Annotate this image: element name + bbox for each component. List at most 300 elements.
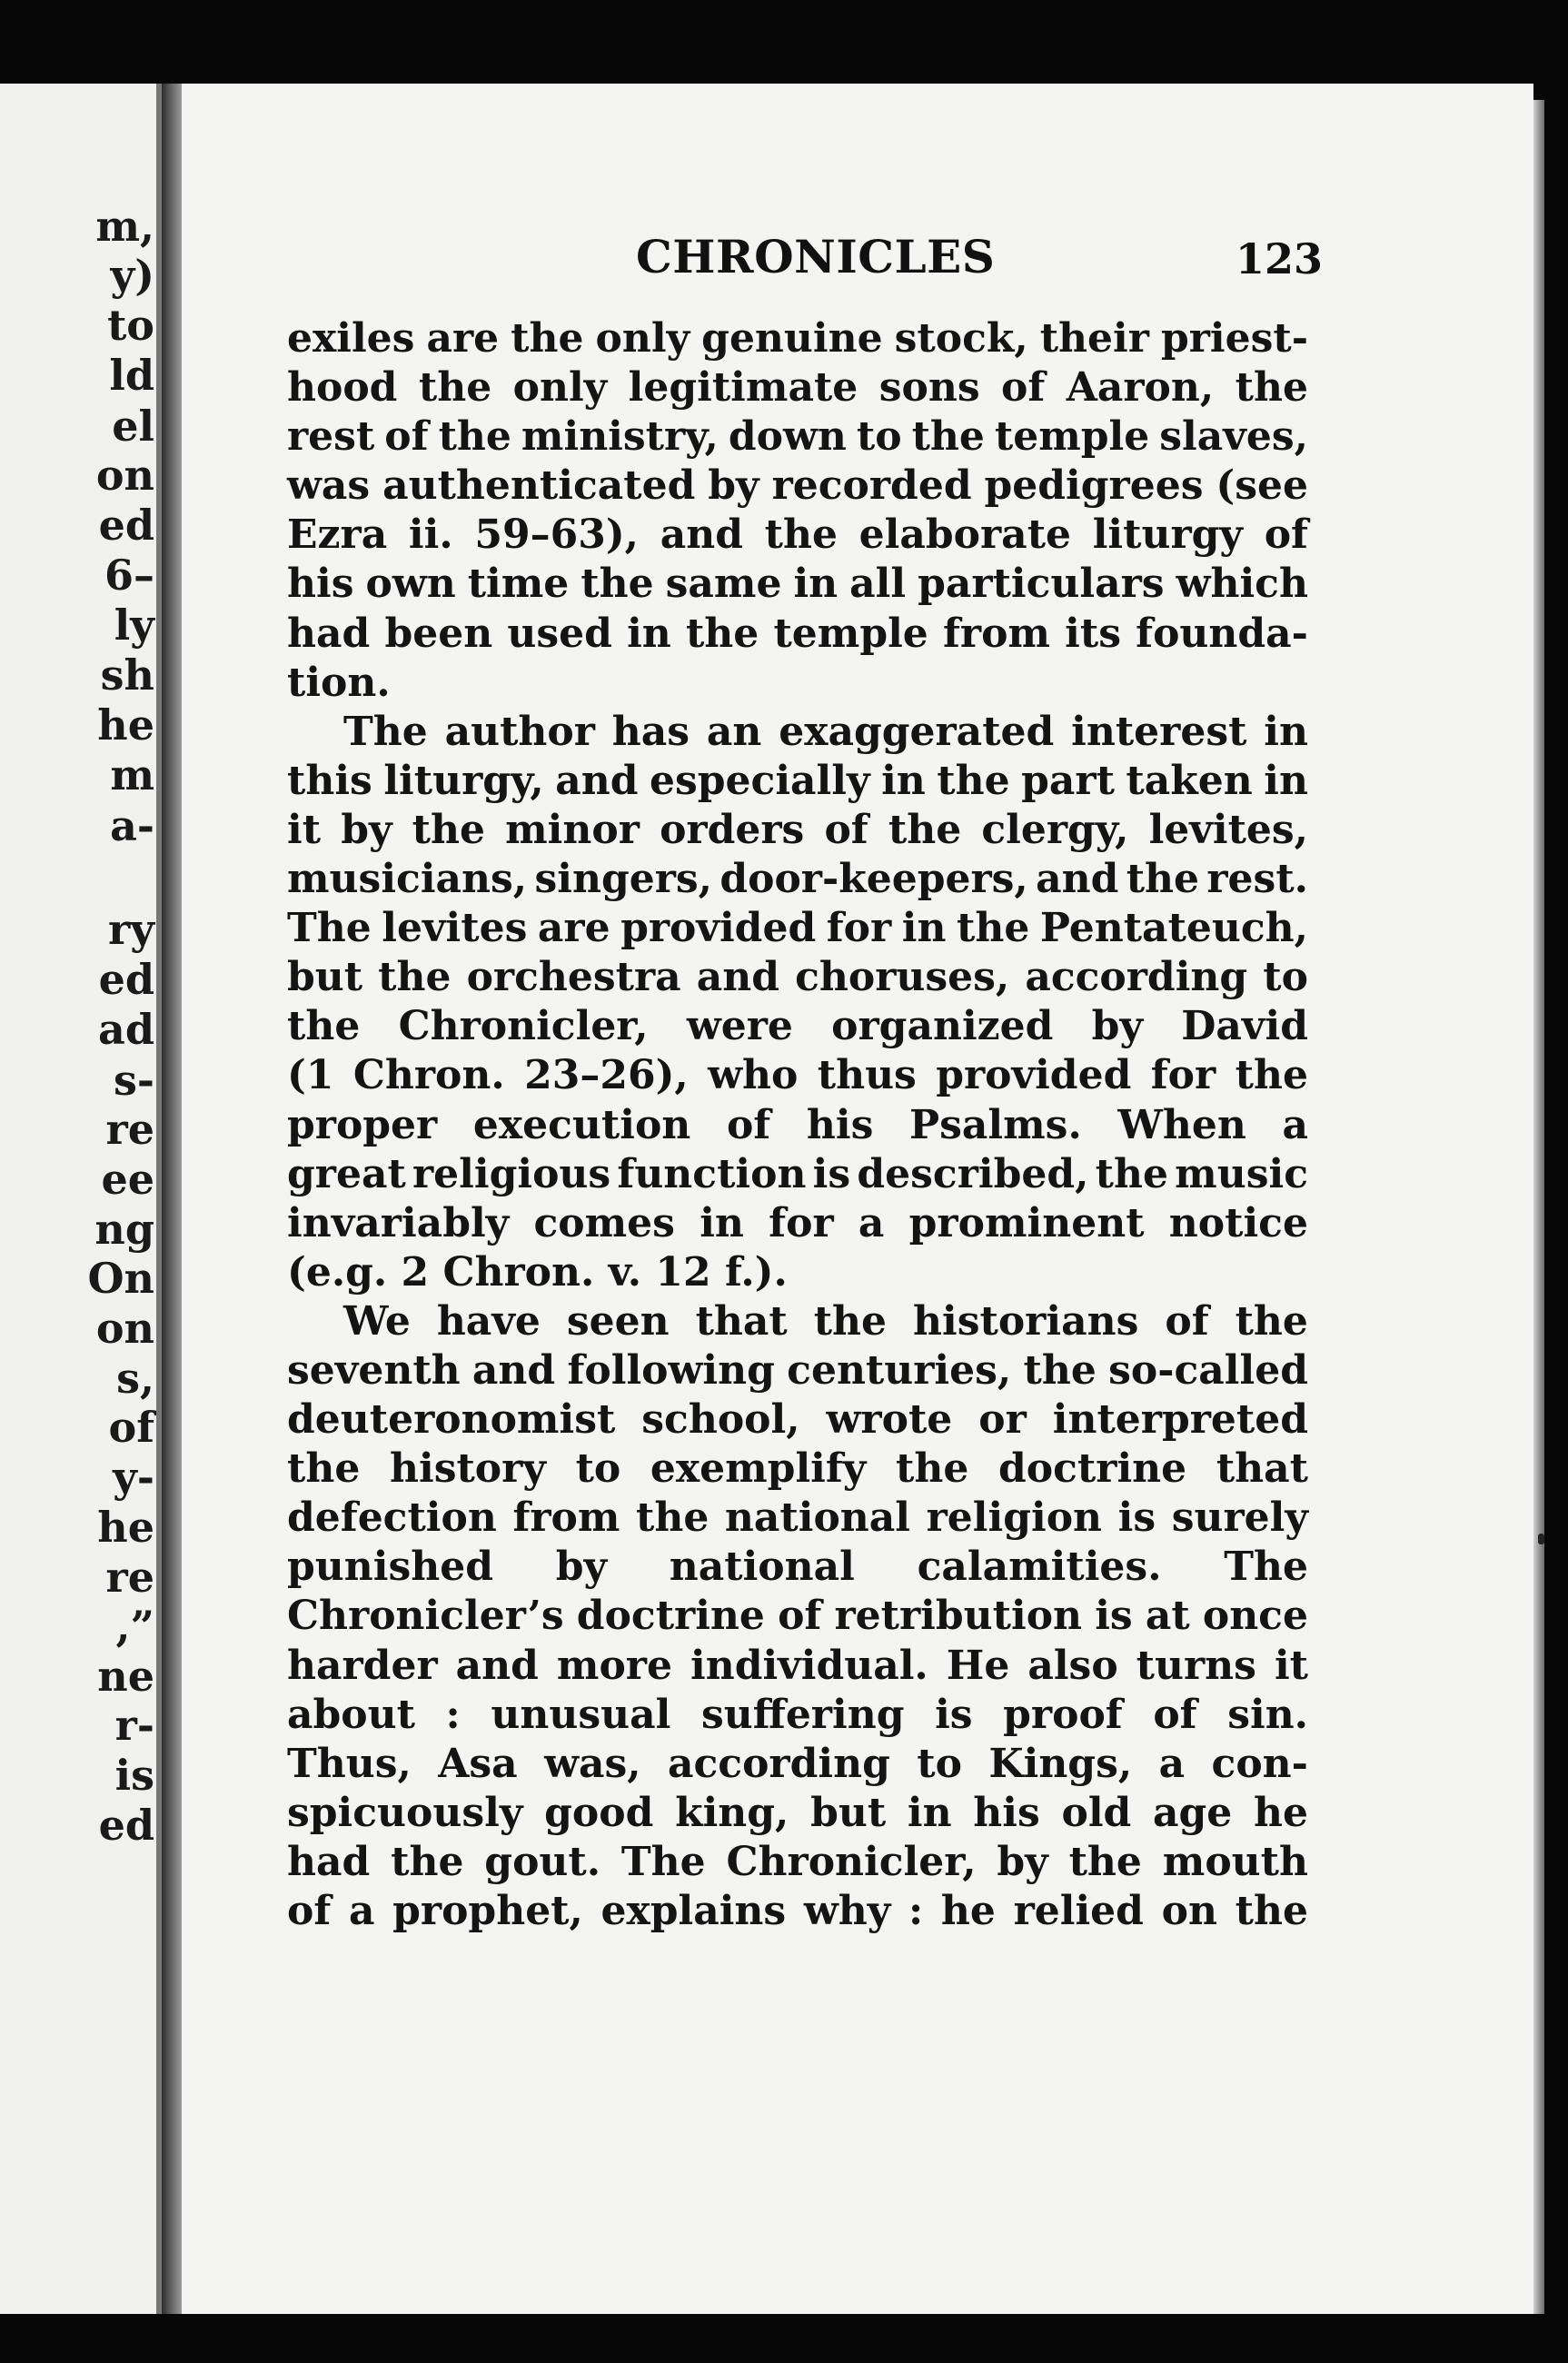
word: Asa: [438, 1740, 518, 1787]
word: :: [908, 1888, 924, 1934]
prev-page-fragment: m: [110, 750, 154, 799]
word: had: [287, 1838, 371, 1885]
word: are: [426, 315, 500, 362]
word: following: [567, 1346, 775, 1394]
word: who: [708, 1052, 799, 1099]
text-line: [287, 757, 1308, 806]
word: so-called: [1108, 1346, 1308, 1394]
word: to: [856, 413, 902, 461]
word: authenticated: [382, 462, 696, 510]
word: prophet,: [392, 1888, 583, 1934]
word: a: [1158, 1740, 1186, 1787]
text-line: [287, 1445, 1308, 1494]
word: calamities.: [917, 1544, 1162, 1591]
word: con-: [1211, 1740, 1308, 1787]
word: why: [803, 1888, 891, 1934]
text-line: [287, 511, 1308, 560]
word: great: [287, 1150, 406, 1197]
word: door-keepers,: [719, 856, 1028, 903]
word: history: [389, 1445, 546, 1493]
word: in: [700, 1199, 744, 1246]
word: temple: [773, 610, 928, 657]
word: an: [706, 708, 762, 755]
word: from: [942, 610, 1050, 657]
word: provided: [936, 1052, 1132, 1099]
word: age: [1153, 1789, 1233, 1836]
word: surely: [1171, 1494, 1308, 1542]
word: turns: [1136, 1642, 1256, 1689]
word: elaborate: [858, 511, 1072, 559]
word: was: [287, 462, 371, 510]
word: The: [287, 905, 372, 952]
word: of: [1153, 1691, 1197, 1738]
word: sons: [878, 364, 980, 412]
word: about: [287, 1691, 415, 1738]
word: national: [669, 1544, 855, 1591]
word: provided: [620, 905, 817, 952]
word: the: [813, 1297, 888, 1345]
word: once: [1202, 1593, 1308, 1640]
word: music: [1175, 1150, 1308, 1197]
word: is: [935, 1691, 973, 1738]
word: were: [686, 1003, 793, 1050]
word: his: [973, 1789, 1040, 1836]
word: the: [418, 364, 492, 412]
word: exiles: [287, 315, 415, 362]
text-line: [287, 1740, 1308, 1789]
word: in: [1264, 708, 1308, 755]
text-line: [287, 953, 1308, 1002]
word: singers,: [534, 856, 712, 903]
word: The: [620, 1838, 706, 1885]
text-line: [287, 904, 1308, 953]
page-number: 123: [1236, 234, 1324, 283]
prev-page-fragment: he: [97, 1503, 154, 1552]
word: it: [1274, 1642, 1308, 1689]
prev-page-fragment: ee: [101, 1155, 154, 1204]
word: his: [287, 561, 354, 608]
word: have: [436, 1297, 541, 1345]
word: The: [1224, 1544, 1308, 1591]
word: down: [728, 413, 847, 461]
word: more: [556, 1642, 672, 1689]
prev-page-fragment: ed: [98, 501, 154, 550]
text-line: [287, 1543, 1308, 1592]
word: a: [1282, 1101, 1308, 1148]
word: seventh: [287, 1346, 461, 1394]
word: relied: [1013, 1888, 1144, 1934]
book-gutter: [162, 84, 182, 2314]
word: the: [911, 413, 985, 461]
prev-page-fragment: y): [110, 251, 154, 300]
prev-page-fragment: On: [87, 1254, 154, 1303]
prev-page-fragment: ne: [97, 1652, 154, 1701]
word: on: [1161, 1888, 1217, 1934]
word: in: [793, 561, 839, 608]
prev-page-fragment: m,: [95, 202, 154, 251]
word: organized: [831, 1003, 1054, 1050]
word: to: [575, 1445, 621, 1493]
dust-speck: [1538, 1534, 1544, 1544]
word: wrote: [826, 1396, 953, 1444]
word: which: [1176, 561, 1308, 608]
word: Pentateuch,: [1039, 905, 1308, 952]
word: according: [1025, 954, 1248, 1001]
text-line: [287, 1395, 1308, 1445]
word: especially: [650, 757, 870, 804]
text-line: [287, 1838, 1308, 1887]
word: the: [1235, 1297, 1308, 1345]
text-line: [287, 1051, 1308, 1100]
word: liturgy,: [383, 757, 544, 804]
word: proof: [1003, 1691, 1123, 1738]
word: Chronicler,: [726, 1838, 977, 1885]
word: to: [1263, 954, 1308, 1001]
text-line: [287, 708, 1308, 757]
word: of: [778, 1593, 822, 1640]
word: the: [896, 1445, 969, 1493]
word: 23–26),: [524, 1052, 689, 1099]
word: particulars: [918, 561, 1165, 608]
word: only: [512, 364, 608, 412]
word: had: [287, 610, 371, 657]
prev-page-fragment: ly: [114, 601, 154, 650]
text-line: [287, 462, 1308, 511]
text-line: [287, 1101, 1308, 1150]
word: He: [946, 1642, 1010, 1689]
word: clergy,: [981, 806, 1129, 853]
word: that: [695, 1297, 788, 1345]
word: by: [708, 462, 759, 510]
word: seen: [566, 1297, 670, 1345]
prev-page-fragment: sh: [100, 650, 154, 700]
word: the: [412, 806, 485, 853]
word: Chron.: [352, 1052, 505, 1099]
word: and: [696, 954, 779, 1001]
word: thus: [817, 1052, 917, 1099]
word: the: [1235, 364, 1308, 412]
word: of: [726, 1101, 771, 1148]
word: historians: [913, 1297, 1139, 1345]
word: the: [1068, 1838, 1142, 1885]
word: slaves,: [1159, 413, 1308, 461]
prev-page-fragment: 6–: [104, 551, 154, 600]
line-text: (e.g. 2 Chron. v. 12 f.).: [287, 1248, 788, 1296]
word: temple: [994, 413, 1150, 461]
word: suffering: [700, 1691, 905, 1738]
prev-page-fragment: of: [108, 1403, 154, 1452]
word: of: [1001, 364, 1046, 412]
word: same: [665, 561, 782, 608]
word: exemplify: [650, 1445, 867, 1493]
word: doctrine: [998, 1445, 1187, 1493]
text-line: [287, 1199, 1308, 1248]
word: this: [287, 757, 372, 804]
word: but: [810, 1789, 887, 1836]
previous-page-strip: [0, 84, 162, 2314]
prev-page-fragment: r-: [114, 1701, 154, 1750]
word: it: [287, 806, 322, 853]
prev-page-fragment: ng: [94, 1205, 154, 1254]
text-line: [287, 1887, 1308, 1936]
word: the: [287, 1003, 361, 1050]
word: founda-: [1136, 610, 1308, 657]
word: and: [1036, 856, 1119, 903]
word: pedigrees: [984, 462, 1204, 510]
word: execution: [472, 1101, 691, 1148]
word: of: [1165, 1297, 1209, 1345]
word: prominent: [908, 1199, 1145, 1246]
word: the: [1095, 1150, 1168, 1197]
word: proper: [287, 1101, 438, 1148]
prev-page-fragment: s-: [114, 1056, 154, 1105]
word: ii.: [408, 511, 453, 559]
word: harder: [287, 1642, 438, 1689]
word: retribution: [834, 1593, 1083, 1640]
word: was,: [544, 1740, 641, 1787]
text-line: [287, 1789, 1308, 1838]
text-line: [287, 412, 1308, 462]
text-line: [287, 1494, 1308, 1543]
word: old: [1061, 1789, 1132, 1836]
word: ministry,: [521, 413, 719, 461]
prev-page-fragment: on: [95, 1304, 154, 1353]
word: exaggerated: [779, 708, 1055, 755]
word: interest: [1071, 708, 1247, 755]
word: a: [858, 1199, 885, 1246]
word: but: [287, 954, 363, 1001]
prev-page-fragment: s,: [116, 1354, 154, 1403]
word: Thus,: [287, 1740, 412, 1787]
word: choruses,: [795, 954, 1010, 1001]
prev-page-fragment: y-: [113, 1453, 154, 1502]
text-line: [287, 806, 1308, 855]
word: and: [660, 511, 743, 559]
word: Psalms.: [909, 1101, 1082, 1148]
word: liturgy: [1092, 511, 1243, 559]
word: in: [627, 610, 671, 657]
word: explains: [600, 1888, 787, 1934]
word: recorded: [771, 462, 972, 510]
word: good: [544, 1789, 654, 1836]
word: or: [978, 1396, 1027, 1444]
word: punished: [287, 1544, 493, 1591]
word: in: [881, 757, 926, 804]
word: of: [1264, 511, 1308, 559]
word: own: [365, 561, 456, 608]
word: has: [611, 708, 690, 755]
word: minor: [505, 806, 640, 853]
word: the: [1235, 1888, 1308, 1934]
word: deuteronomist: [287, 1396, 616, 1444]
text-line: [287, 610, 1308, 659]
word: of: [384, 413, 429, 461]
text-line: [287, 1297, 1308, 1346]
word: part: [1021, 757, 1115, 804]
word: notice: [1168, 1199, 1308, 1246]
word: from: [512, 1494, 620, 1542]
word: time: [467, 561, 570, 608]
text-line: [287, 1642, 1308, 1691]
word: Kings,: [988, 1740, 1133, 1787]
running-head-title: CHRONICLES: [636, 230, 996, 283]
word: that: [1216, 1445, 1308, 1493]
word: and: [471, 1346, 556, 1394]
word: musicians,: [287, 856, 528, 903]
text-line: [287, 855, 1308, 904]
word: the: [287, 1445, 361, 1493]
word: orders: [660, 806, 805, 853]
word: the: [1023, 1346, 1097, 1394]
word: by: [555, 1544, 608, 1591]
word: the: [957, 905, 1030, 952]
word: the: [581, 561, 654, 608]
word: national: [724, 1494, 911, 1542]
word: mouth: [1162, 1838, 1308, 1885]
word: stock,: [894, 315, 1028, 362]
word: the: [391, 1838, 464, 1885]
word: king,: [675, 1789, 789, 1836]
body-text: [287, 314, 1308, 1936]
word: only: [595, 315, 690, 362]
word: the: [636, 1494, 710, 1542]
text-line: [287, 1002, 1308, 1051]
word: is: [1095, 1593, 1133, 1640]
word: by: [341, 806, 392, 853]
prev-page-fragment: on: [95, 451, 154, 500]
word: defection: [287, 1494, 497, 1542]
word: We: [343, 1297, 411, 1345]
word: author: [444, 708, 595, 755]
text-line: [287, 560, 1308, 609]
word: is: [1117, 1494, 1156, 1542]
word: also: [1027, 1642, 1118, 1689]
word: is: [812, 1150, 851, 1197]
word: for: [826, 905, 892, 952]
word: a: [348, 1888, 375, 1934]
word: its: [1065, 610, 1121, 657]
word: The: [343, 708, 428, 755]
word: his: [806, 1101, 874, 1148]
word: the: [937, 757, 1010, 804]
word: invariably: [287, 1199, 510, 1246]
word: legitimate: [628, 364, 858, 412]
word: (1: [287, 1052, 334, 1099]
word: been: [384, 610, 493, 657]
word: :: [445, 1691, 461, 1738]
word: the: [378, 954, 452, 1001]
word: unusual: [491, 1691, 671, 1738]
word: in: [901, 905, 947, 952]
prev-page-fragment: el: [112, 402, 154, 451]
word: in: [907, 1789, 952, 1836]
word: comes: [533, 1199, 675, 1246]
word: the: [1235, 1052, 1308, 1099]
word: for: [769, 1199, 834, 1246]
word: by: [997, 1838, 1048, 1885]
word: religious: [412, 1150, 611, 1197]
line-text: tion.: [287, 659, 391, 706]
text-line: [287, 1346, 1308, 1395]
word: gout.: [484, 1838, 601, 1885]
word: the: [511, 315, 584, 362]
prev-page-fragment: re: [105, 1105, 154, 1154]
word: by: [1091, 1003, 1144, 1050]
word: function: [617, 1150, 807, 1197]
text-line: [287, 363, 1308, 412]
word: (see: [1216, 462, 1308, 510]
word: to: [917, 1740, 962, 1787]
word: spicuously: [287, 1789, 523, 1836]
word: according: [667, 1740, 890, 1787]
word: rest: [287, 413, 375, 461]
word: rest.: [1206, 856, 1308, 903]
word: priest-: [1160, 315, 1308, 362]
word: taken: [1126, 757, 1253, 804]
prev-page-fragment: ad: [98, 1005, 154, 1054]
text-line: [287, 659, 1308, 708]
prev-page-fragment: ld: [109, 351, 154, 400]
word: interpreted: [1052, 1396, 1308, 1444]
word: all: [849, 561, 907, 608]
word: the: [888, 806, 962, 853]
word: used: [507, 610, 612, 657]
word: Aaron,: [1066, 364, 1215, 412]
word: he: [1253, 1789, 1308, 1836]
word: David: [1181, 1003, 1308, 1050]
word: genuine: [701, 315, 883, 362]
word: 59–63),: [474, 511, 639, 559]
word: Chronicler,: [398, 1003, 649, 1050]
word: the: [685, 610, 759, 657]
word: and: [555, 757, 639, 804]
prev-page-fragment: is: [114, 1751, 154, 1800]
word: levites: [382, 905, 528, 952]
word: school,: [641, 1396, 800, 1444]
page-edge: [1533, 100, 1544, 2314]
word: their: [1039, 315, 1149, 362]
word: centuries,: [787, 1346, 1012, 1394]
word: religion: [926, 1494, 1103, 1542]
word: doctrine: [576, 1593, 765, 1640]
word: and: [455, 1642, 539, 1689]
word: of: [287, 1888, 332, 1934]
word: the: [438, 413, 511, 461]
text-line: [287, 1150, 1308, 1199]
text-line: [287, 1248, 1308, 1297]
prev-page-fragment: a-: [110, 801, 154, 850]
word: hood: [287, 364, 398, 412]
word: individual.: [690, 1642, 928, 1689]
word: of: [824, 806, 868, 853]
word: in: [1264, 757, 1308, 804]
text-line: [287, 314, 1308, 363]
prev-page-fragment: re: [105, 1553, 154, 1602]
word: Ezra: [287, 511, 388, 559]
word: When: [1117, 1101, 1246, 1148]
word: described,: [857, 1150, 1089, 1197]
prev-page-fragment: ry: [108, 905, 154, 954]
word: are: [537, 905, 610, 952]
text-line: [287, 1691, 1308, 1740]
text-line: [287, 1592, 1308, 1641]
word: at: [1145, 1593, 1190, 1640]
word: the: [1126, 856, 1200, 903]
prev-page-fragment: ed: [98, 1801, 154, 1850]
word: sin.: [1227, 1691, 1308, 1738]
word: the: [764, 511, 838, 559]
prev-page-fragment: to: [107, 301, 154, 350]
